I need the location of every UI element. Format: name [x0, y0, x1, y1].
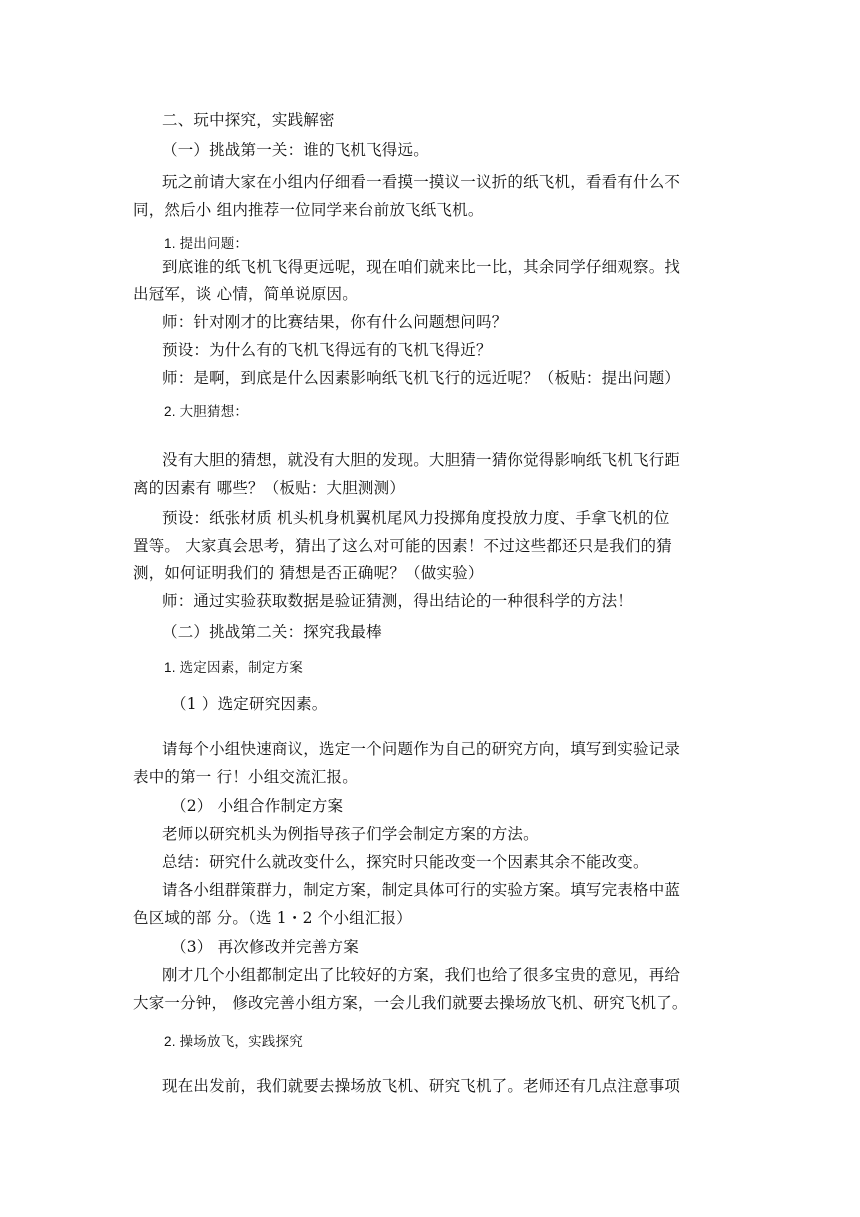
paragraph-line: 没有大胆的猜想，就没有大胆的发现。大胆猜一猜你觉得影响纸飞机飞行距	[162, 451, 681, 469]
list-heading: 2. 大胆猜想：	[164, 404, 249, 419]
list-heading: （1 ）选定研究因素。	[171, 695, 328, 713]
paragraph-line: 同，然后小 组内推荐一位同学来台前放飞纸飞机。	[133, 201, 484, 219]
paragraph-line: 现在出发前，我们就要去操场放飞机、研究飞机了。老师还有几点注意事项	[162, 1077, 681, 1095]
paragraph-line: 出冠军，谈 心情，简单说原因。	[133, 285, 358, 303]
paragraph-line: 测，如何证明我们的 猜想是否正确呢？（做实验）	[133, 564, 484, 582]
subsection-heading: （二）挑战第二关：探究我最棒	[162, 623, 382, 641]
paragraph-line: 置等。 大家真会思考，猜出了这么对可能的因素！不过这些都还只是我们的猜	[133, 537, 672, 555]
paragraph-line: 师：通过实验获取数据是验证猜测，得出结论的一种很科学的方法！	[162, 592, 634, 610]
list-heading: 1. 提出问题：	[164, 236, 249, 251]
paragraph-line: 师：针对刚才的比赛结果，你有什么问题想问吗？	[162, 313, 508, 331]
section-heading: 二、玩中探究，实践解密	[162, 111, 335, 129]
paragraph-line: 请每个小组快速商议，选定一个问题作为自己的研究方向，填写到实验记录	[162, 740, 681, 758]
paragraph-line: 总结：研究什么就改变什么，探究时只能改变一个因素其余不能改变。	[162, 853, 649, 871]
list-heading: 2. 操场放飞，实践探究	[164, 1034, 303, 1049]
paragraph-line: 老师以研究机头为例指导孩子们学会制定方案的方法。	[162, 825, 539, 843]
paragraph-line: 师：是啊，到底是什么因素影响纸飞机飞行的远近呢？（板贴：提出问题）	[162, 369, 681, 387]
paragraph-line: 预设：纸张材质 机头机身机翼机尾风力投掷角度投放力度、手拿飞机的位	[162, 509, 670, 527]
paragraph-line: 到底谁的纸飞机飞得更远呢，现在咱们就来比一比，其余同学仔细观察。找	[162, 258, 681, 276]
paragraph-line: 请各小组群策群力，制定方案，制定具体可行的实验方案。填写完表格中蓝	[162, 881, 681, 899]
paragraph-line: 表中的第一 行！小组交流汇报。	[133, 768, 358, 786]
paragraph-line: 预设：为什么有的飞机飞得远有的飞机飞得近？	[162, 341, 492, 359]
paragraph-line: 刚才几个小组都制定出了比较好的方案，我们也给了很多宝贵的意见，再给	[162, 966, 681, 984]
list-heading: （3） 再次修改并完善方案	[171, 938, 359, 956]
paragraph-line: 玩之前请大家在小组内仔细看一看摸一摸议一议折的纸飞机，看看有什么不	[162, 173, 681, 191]
list-heading: （2） 小组合作制定方案	[171, 797, 344, 815]
paragraph-line: 大家一分钟， 修改完善小组方案，一会儿我们就要去操场放飞机、研究飞机了。	[133, 994, 688, 1012]
paragraph-line: 离的因素有 哪些？（板贴：大胆测测）	[133, 479, 406, 497]
list-heading: 1. 选定因素，制定方案	[164, 660, 303, 675]
paragraph-line: 色区域的部 分。（选 1・2 个小组汇报）	[133, 909, 412, 927]
subsection-heading: （一）挑战第一关：谁的飞机飞得远。	[162, 141, 429, 159]
